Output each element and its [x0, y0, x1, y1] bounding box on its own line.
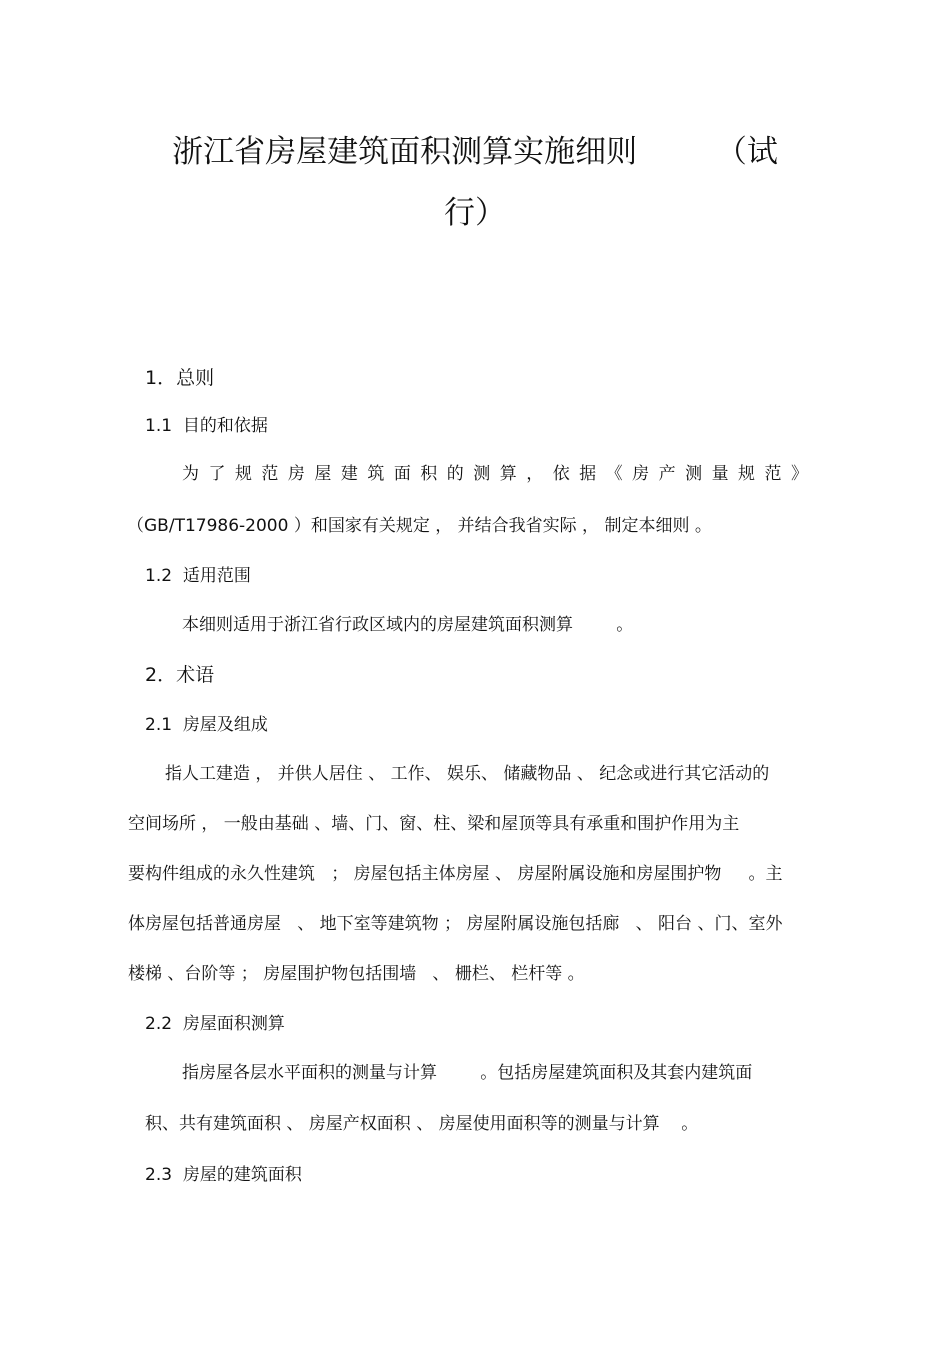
section-2-2-paragraph-line-1: 指房屋各层水平面积的测量与计算 。包括房屋建筑面积及其套内建筑面: [182, 1063, 753, 1083]
section-1-2-heading: 1.2 适用范围: [145, 566, 251, 586]
section-2-2-paragraph-line-2: 积、共有建筑面积 、 房屋产权面积 、 房屋使用面积等的测量与计算 。: [145, 1114, 699, 1134]
section-2-1-heading: 2.1 房屋及组成: [145, 715, 268, 735]
section-2-3-heading: 2.3 房屋的建筑面积: [145, 1165, 302, 1185]
document-title-line-1: 浙江省房屋建筑面积测算实施细则 （试: [172, 134, 778, 170]
section-2-1-paragraph-line-4: 体房屋包括普通房屋 、 地下室等建筑物 ； 房屋附属设施包括廊 、 阳台 、门、室外: [128, 914, 783, 934]
section-1-2-paragraph: 本细则适用于浙江省行政区域内的房屋建筑面积测算 。: [182, 615, 634, 635]
section-1-1-heading: 1.1 目的和依据: [145, 416, 268, 436]
section-2-1-paragraph-line-3: 要构件组成的永久性建筑 ； 房屋包括主体房屋 、 房屋附属设施和房屋围护物 。主: [128, 864, 783, 884]
section-1-1-paragraph-line-1: 为了规范房屋建筑面积的测算，依据《房产测量规范》: [182, 464, 808, 484]
document-title-line-2: 行）: [444, 195, 506, 231]
section-2-1-paragraph-line-1: 指人工建造 ， 并供人居住 、 工作、 娱乐、 储藏物品 、 纪念或进行其它活动的: [165, 764, 770, 784]
section-1-1-paragraph-line-2: （GB/T17986-2000 ）和国家有关规定 ， 并结合我省实际 ， 制定本细则 。: [127, 516, 712, 536]
section-2-heading: 2．术语: [145, 664, 215, 686]
section-2-1-paragraph-line-5: 楼梯 、台阶等 ； 房屋围护物包括围墙 、 栅栏、 栏杆等 。: [128, 964, 585, 984]
section-1-heading: 1．总则: [145, 367, 215, 389]
section-2-2-heading: 2.2 房屋面积测算: [145, 1014, 285, 1034]
section-2-1-paragraph-line-2: 空间场所 ， 一般由基础 、墙、门、窗、柱、梁和屋顶等具有承重和围护作用为主: [128, 814, 740, 834]
